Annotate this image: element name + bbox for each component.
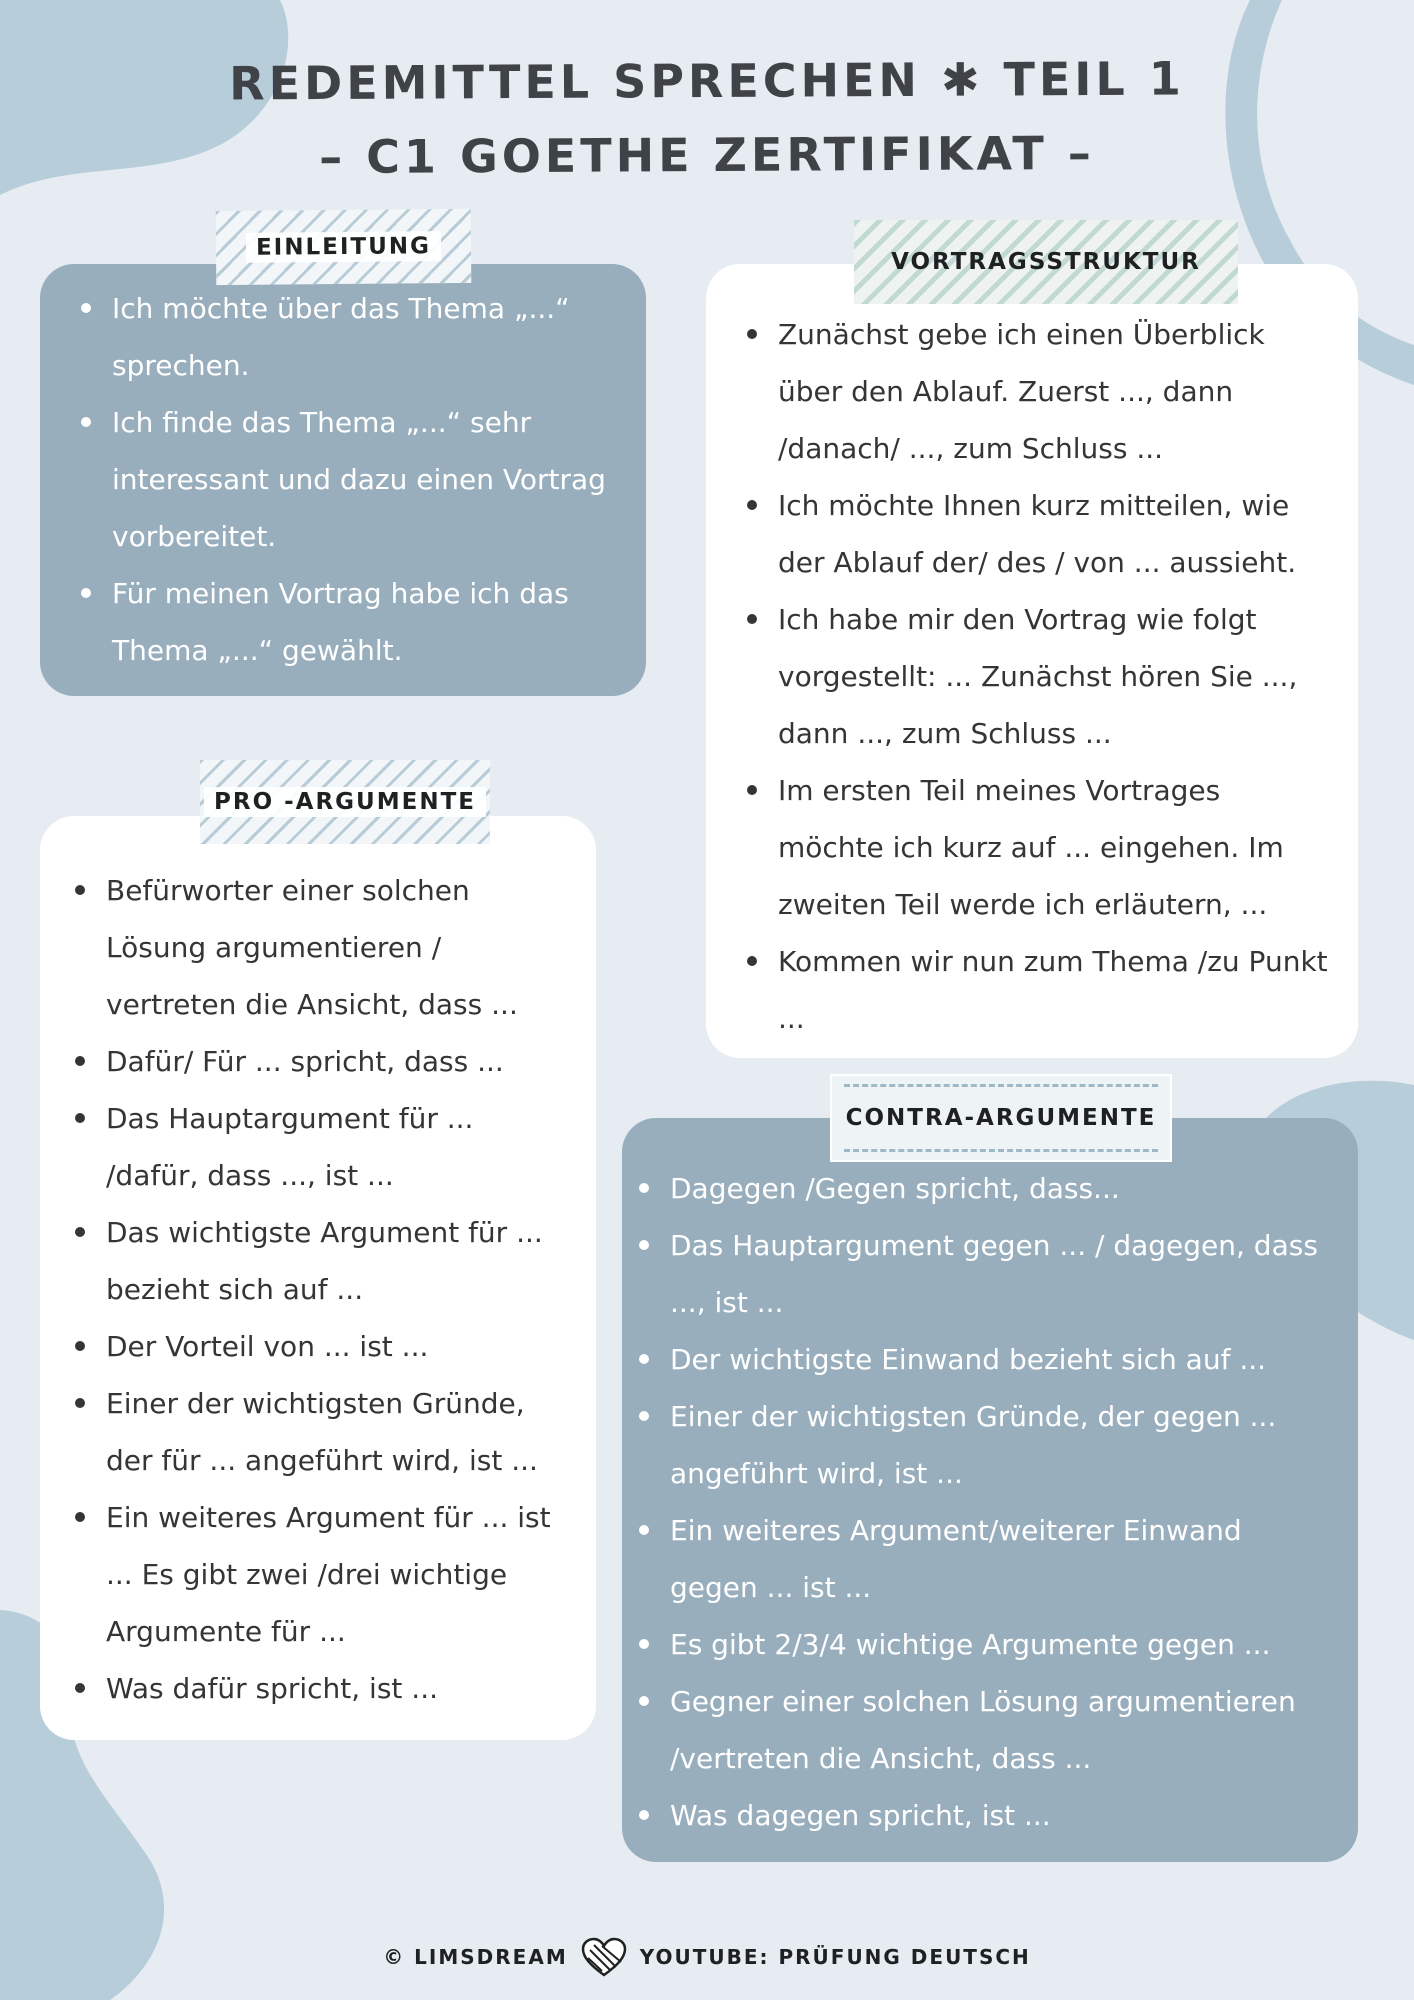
vortragsstruktur-list [706,306,1334,1047]
einleitung-card [40,264,646,696]
contra-argumente-label [830,1074,1172,1162]
list-item: Ich finde das Thema „...“ sehr interessant und dazu einen Vortrag vorbereitet. [112,394,616,565]
vortragsstruktur-label [854,220,1238,304]
list-item: Einer der wichtigsten Gründe, der gegen ... angeführt wird, ist ... [670,1388,1338,1502]
list-item: Ich möchte über das Thema „...“ sprechen. [112,280,616,394]
list-item: Das Hauptargument gegen ... / dagegen, dass ..., ist ... [670,1217,1338,1331]
pro-argumente-label [200,760,490,844]
heart-icon [580,1936,628,1978]
list-item: Es gibt 2/3/4 wichtige Argumente gegen ... [670,1616,1338,1673]
list-item: Dagegen /Gegen spricht, dass... [670,1160,1338,1217]
pro-argumente-label-text: PRO -ARGUMENTE [204,787,486,817]
list-item: Ich habe mir den Vortrag wie folgt vorgestellt: ... Zunächst hören Sie ..., dann ..., zum Schluss ... [778,591,1334,762]
pro-argumente-list [40,862,572,1717]
list-item: Der Vorteil von ... ist ... [106,1318,572,1375]
einleitung-list [40,280,616,679]
list-item: Was dafür spricht, ist ... [106,1660,572,1717]
list-item: Befürworter einer solchen Lösung argumentieren / vertreten die Ansicht, dass ... [106,862,572,1033]
einleitung-label [216,209,472,285]
list-item: Das Hauptargument für ... /dafür, dass ..., ist ... [106,1090,572,1204]
contra-argumente-card [622,1118,1358,1862]
title-line-1: REDEMITTEL SPRECHEN ✱ TEIL 1 [229,51,1185,111]
list-item: Im ersten Teil meines Vortrages möchte ich kurz auf ... eingehen. Im zweiten Teil werde ich erläutern, ... [778,762,1334,933]
list-item: Dafür/ Für ... spricht, dass ... [106,1033,572,1090]
page-title [0,44,1414,192]
list-item: Was dagegen spricht, ist ... [670,1787,1338,1844]
pro-argumente-card [40,816,596,1740]
list-item: Ein weiteres Argument/weiterer Einwand gegen ... ist ... [670,1502,1338,1616]
einleitung-label-text: EINLEITUNG [246,231,441,263]
vortragsstruktur-label-text: VORTRAGSSTRUKTUR [891,249,1201,275]
vortragsstruktur-card [706,264,1358,1058]
list-item: Für meinen Vortrag habe ich das Thema „...“ gewählt. [112,565,616,679]
list-item: Das wichtigste Argument für ... bezieht sich auf ... [106,1204,572,1318]
list-item: Der wichtigste Einwand bezieht sich auf ... [670,1331,1338,1388]
list-item: Ein weiteres Argument für ... ist ... Es gibt zwei /drei wichtige Argumente für ... [106,1489,572,1660]
contra-argumente-list [622,1160,1338,1844]
list-item: Gegner einer solchen Lösung argumentieren /vertreten die Ansicht, dass ... [670,1673,1338,1787]
list-item: Zunächst gebe ich einen Überblick über den Ablauf. Zuerst ..., dann /danach/ ..., zum Schluss ... [778,306,1334,477]
list-item: Kommen wir nun zum Thema /zu Punkt ... [778,933,1334,1047]
contra-argumente-label-text: CONTRA-ARGUMENTE [845,1105,1157,1131]
list-item: Ich möchte Ihnen kurz mitteilen, wie der Ablauf der/ des / von ... aussieht. [778,477,1334,591]
list-item: Einer der wichtigsten Gründe, der für ... angeführt wird, ist ... [106,1375,572,1489]
footer-credit: © LIMSDREAM [383,1945,568,1969]
footer [0,1936,1414,1978]
title-line-2: – C1 GOETHE ZERTIFIKAT – [319,125,1095,185]
footer-channel: YOUTUBE: PRÜFUNG DEUTSCH [639,1945,1031,1969]
